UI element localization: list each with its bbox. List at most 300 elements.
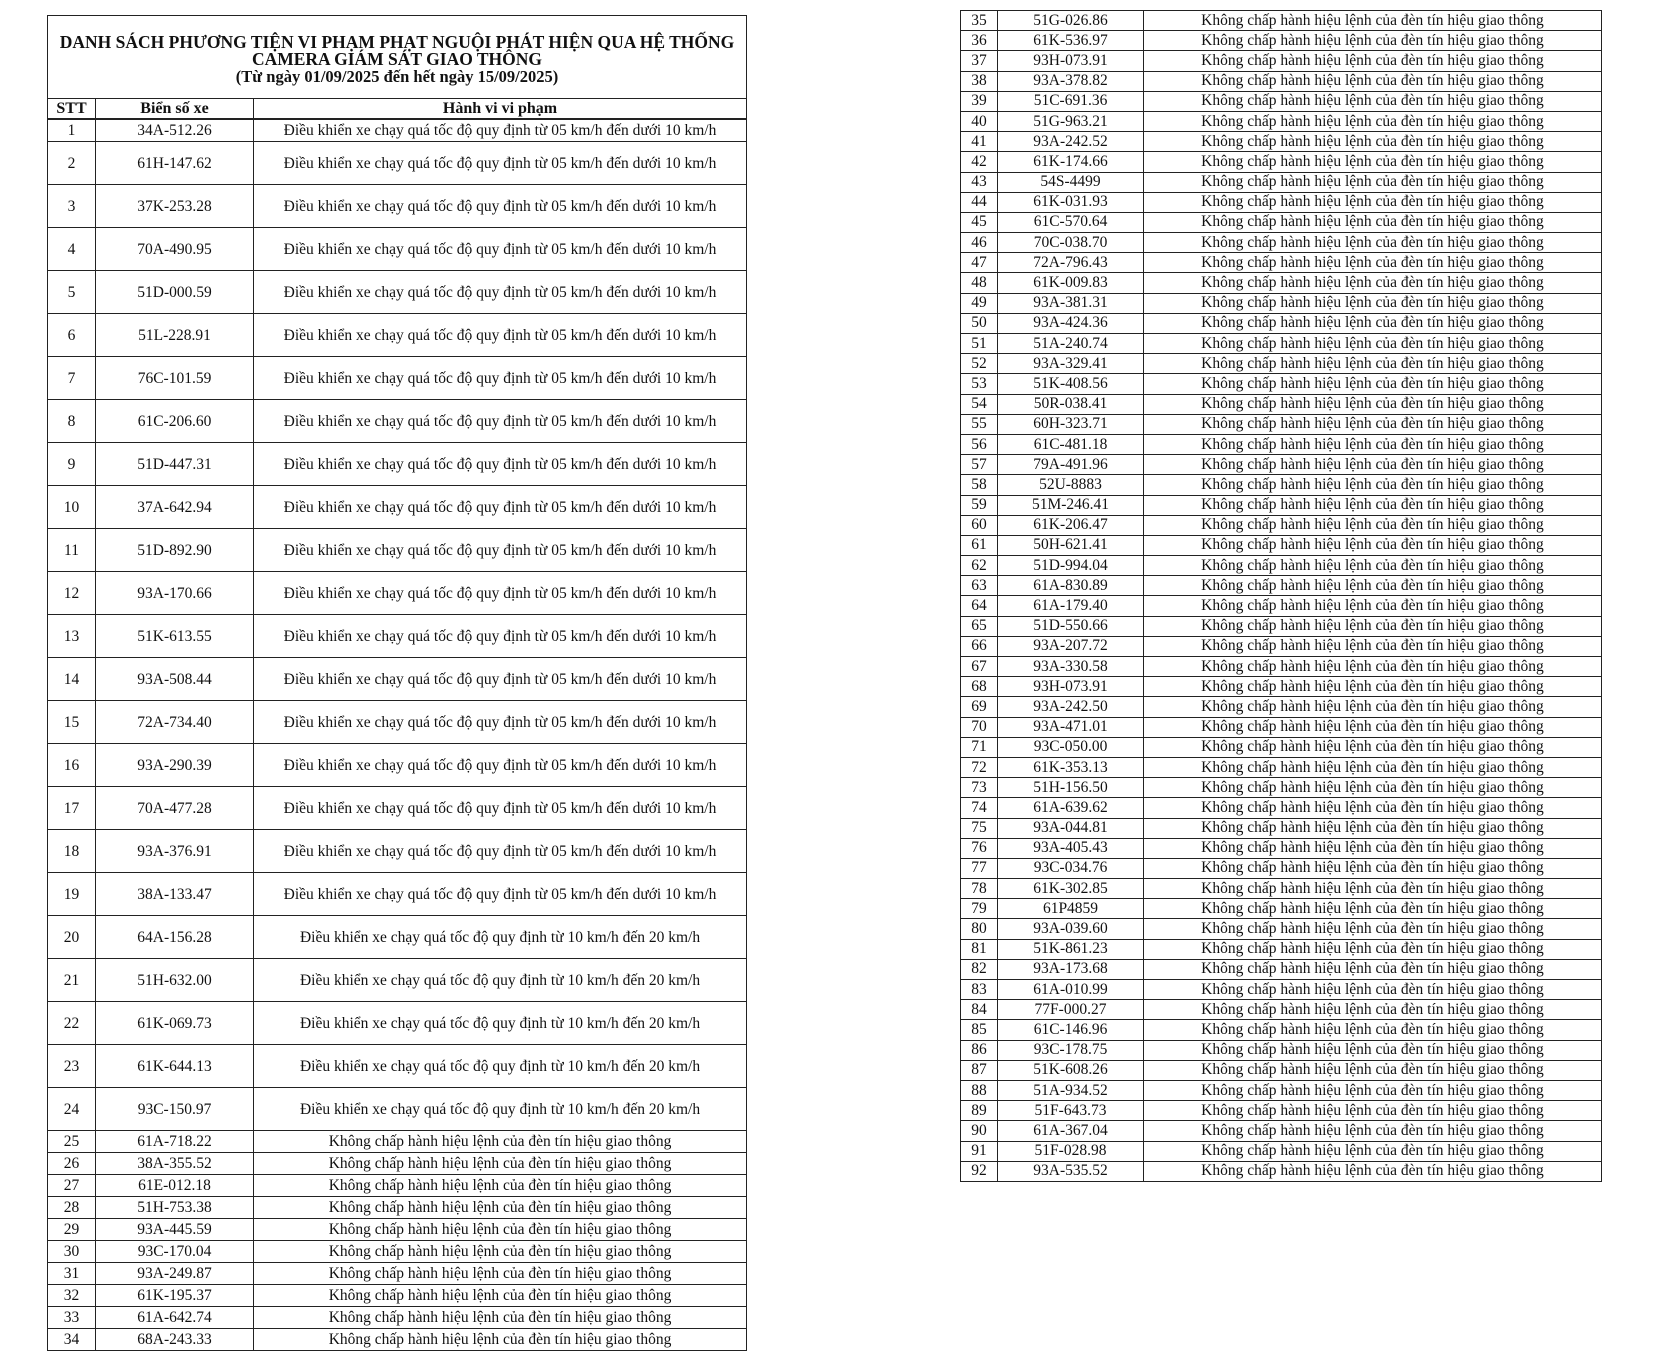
- row-stt: 57: [961, 455, 998, 475]
- row-stt: 34: [48, 1329, 96, 1351]
- row-violation: Điều khiển xe chạy quá tốc độ quy định từ 05 km/h đến dưới 10 km/h: [254, 873, 747, 916]
- table-row: [48, 1329, 747, 1351]
- row-plate: 68A-243.33: [96, 1329, 254, 1351]
- table-row: [961, 636, 1602, 656]
- row-plate: 93A-207.72: [998, 636, 1144, 656]
- row-violation: Không chấp hành hiệu lệnh của đèn tín hiệu giao thông: [1144, 717, 1602, 737]
- row-violation: Không chấp hành hiệu lệnh của đèn tín hiệu giao thông: [1144, 132, 1602, 152]
- row-plate: 61H-147.62: [96, 142, 254, 185]
- row-violation: Điều khiển xe chạy quá tốc độ quy định từ 05 km/h đến dưới 10 km/h: [254, 572, 747, 615]
- table-row: [48, 1285, 747, 1307]
- row-stt: 21: [48, 959, 96, 1002]
- table-row: [961, 1000, 1602, 1020]
- row-plate: 61A-179.40: [998, 596, 1144, 616]
- row-stt: 32: [48, 1285, 96, 1307]
- row-plate: 51D-447.31: [96, 443, 254, 486]
- row-violation: Không chấp hành hiệu lệnh của đèn tín hiệu giao thông: [1144, 636, 1602, 656]
- row-plate: 93A-329.41: [998, 354, 1144, 374]
- table-row: [48, 271, 747, 314]
- row-violation: Không chấp hành hiệu lệnh của đèn tín hiệu giao thông: [254, 1307, 747, 1329]
- table-row: [48, 1197, 747, 1219]
- row-stt: 4: [48, 228, 96, 271]
- row-violation: Không chấp hành hiệu lệnh của đèn tín hiệu giao thông: [1144, 91, 1602, 111]
- row-violation: Không chấp hành hiệu lệnh của đèn tín hiệu giao thông: [1144, 212, 1602, 232]
- table-row: [48, 744, 747, 787]
- row-violation: Không chấp hành hiệu lệnh của đèn tín hiệu giao thông: [1144, 757, 1602, 777]
- table-row: [48, 119, 747, 142]
- row-violation: Không chấp hành hiệu lệnh của đèn tín hiệu giao thông: [1144, 616, 1602, 636]
- table-row: [961, 1060, 1602, 1080]
- row-violation: Không chấp hành hiệu lệnh của đèn tín hiệu giao thông: [1144, 313, 1602, 333]
- row-stt: 51: [961, 334, 998, 354]
- row-violation: Không chấp hành hiệu lệnh của đèn tín hiệu giao thông: [1144, 293, 1602, 313]
- row-stt: 29: [48, 1219, 96, 1241]
- row-stt: 49: [961, 293, 998, 313]
- row-plate: 51F-028.98: [998, 1141, 1144, 1161]
- row-plate: 54S-4499: [998, 172, 1144, 192]
- row-plate: 61P4859: [998, 899, 1144, 919]
- row-stt: 61: [961, 535, 998, 555]
- table-row: [48, 228, 747, 271]
- row-stt: 39: [961, 91, 998, 111]
- row-plate: 70C-038.70: [998, 233, 1144, 253]
- row-plate: 72A-796.43: [998, 253, 1144, 273]
- row-violation: Không chấp hành hiệu lệnh của đèn tín hiệu giao thông: [1144, 1121, 1602, 1141]
- row-violation: Không chấp hành hiệu lệnh của đèn tín hiệu giao thông: [1144, 858, 1602, 878]
- row-stt: 87: [961, 1060, 998, 1080]
- row-stt: 64: [961, 596, 998, 616]
- table-row: [961, 818, 1602, 838]
- row-stt: 35: [961, 11, 998, 31]
- table-row: [961, 1040, 1602, 1060]
- row-plate: 61K-302.85: [998, 879, 1144, 899]
- row-violation: Không chấp hành hiệu lệnh của đèn tín hiệu giao thông: [254, 1197, 747, 1219]
- table-row: [48, 1263, 747, 1285]
- row-violation: Không chấp hành hiệu lệnh của đèn tín hiệu giao thông: [1144, 1020, 1602, 1040]
- row-stt: 13: [48, 615, 96, 658]
- row-stt: 74: [961, 798, 998, 818]
- row-stt: 89: [961, 1101, 998, 1121]
- row-violation: Điều khiển xe chạy quá tốc độ quy định từ 05 km/h đến dưới 10 km/h: [254, 119, 747, 142]
- table-row: [961, 757, 1602, 777]
- row-stt: 16: [48, 744, 96, 787]
- row-violation: Điều khiển xe chạy quá tốc độ quy định từ 10 km/h đến 20 km/h: [254, 1088, 747, 1131]
- table-row: [961, 495, 1602, 515]
- row-plate: 93A-242.52: [998, 132, 1144, 152]
- row-violation: Điều khiển xe chạy quá tốc độ quy định từ 05 km/h đến dưới 10 km/h: [254, 744, 747, 787]
- row-stt: 5: [48, 271, 96, 314]
- row-plate: 61K-195.37: [96, 1285, 254, 1307]
- row-violation: Không chấp hành hiệu lệnh của đèn tín hiệu giao thông: [1144, 535, 1602, 555]
- row-plate: 93A-173.68: [998, 959, 1144, 979]
- row-violation: Không chấp hành hiệu lệnh của đèn tín hiệu giao thông: [1144, 434, 1602, 454]
- row-violation: Không chấp hành hiệu lệnh của đèn tín hiệu giao thông: [1144, 414, 1602, 434]
- row-violation: Không chấp hành hiệu lệnh của đèn tín hiệu giao thông: [1144, 1141, 1602, 1161]
- row-violation: Không chấp hành hiệu lệnh của đèn tín hiệu giao thông: [1144, 334, 1602, 354]
- row-plate: 51K-613.55: [96, 615, 254, 658]
- row-stt: 80: [961, 919, 998, 939]
- row-plate: 37A-642.94: [96, 486, 254, 529]
- table-row: [961, 31, 1602, 51]
- header-stt: STT: [48, 99, 96, 120]
- row-violation: Không chấp hành hiệu lệnh của đèn tín hiệu giao thông: [1144, 374, 1602, 394]
- table-row: [961, 899, 1602, 919]
- table-row: [961, 677, 1602, 697]
- row-stt: 36: [961, 31, 998, 51]
- row-stt: 77: [961, 858, 998, 878]
- row-plate: 93A-508.44: [96, 658, 254, 701]
- row-plate: 61C-481.18: [998, 434, 1144, 454]
- table-row: [961, 798, 1602, 818]
- table-row: [961, 91, 1602, 111]
- header-violation: Hành vi vi phạm: [254, 99, 747, 120]
- row-stt: 88: [961, 1080, 998, 1100]
- row-plate: 60H-323.71: [998, 414, 1144, 434]
- row-stt: 43: [961, 172, 998, 192]
- table-row: [48, 873, 747, 916]
- row-violation: Không chấp hành hiệu lệnh của đèn tín hiệu giao thông: [1144, 1000, 1602, 1020]
- table-row: [961, 394, 1602, 414]
- row-violation: Không chấp hành hiệu lệnh của đèn tín hiệu giao thông: [1144, 495, 1602, 515]
- row-violation: Không chấp hành hiệu lệnh của đèn tín hiệu giao thông: [1144, 798, 1602, 818]
- table-row: [961, 11, 1602, 31]
- row-stt: 2: [48, 142, 96, 185]
- row-plate: 61K-174.66: [998, 152, 1144, 172]
- row-violation: Không chấp hành hiệu lệnh của đèn tín hiệu giao thông: [1144, 677, 1602, 697]
- row-plate: 79A-491.96: [998, 455, 1144, 475]
- table-row: [961, 515, 1602, 535]
- row-stt: 58: [961, 475, 998, 495]
- row-plate: 93A-290.39: [96, 744, 254, 787]
- row-stt: 3: [48, 185, 96, 228]
- row-stt: 63: [961, 576, 998, 596]
- row-stt: 79: [961, 899, 998, 919]
- row-violation: Không chấp hành hiệu lệnh của đèn tín hiệu giao thông: [1144, 172, 1602, 192]
- row-violation: Không chấp hành hiệu lệnh của đèn tín hiệu giao thông: [1144, 152, 1602, 172]
- table-row: [48, 1153, 747, 1175]
- row-plate: 70A-490.95: [96, 228, 254, 271]
- table-row: [961, 354, 1602, 374]
- row-violation: Không chấp hành hiệu lệnh của đèn tín hiệu giao thông: [1144, 1060, 1602, 1080]
- row-violation: Điều khiển xe chạy quá tốc độ quy định từ 05 km/h đến dưới 10 km/h: [254, 314, 747, 357]
- table-row: [961, 737, 1602, 757]
- table-row: [961, 1141, 1602, 1161]
- row-plate: 51M-246.41: [998, 495, 1144, 515]
- row-violation: Không chấp hành hiệu lệnh của đèn tín hiệu giao thông: [1144, 475, 1602, 495]
- row-plate: 61K-009.83: [998, 273, 1144, 293]
- table-row: [48, 486, 747, 529]
- row-stt: 20: [48, 916, 96, 959]
- row-plate: 61C-146.96: [998, 1020, 1144, 1040]
- table-row: [48, 615, 747, 658]
- table-row: [961, 657, 1602, 677]
- row-stt: 17: [48, 787, 96, 830]
- table-row: [961, 576, 1602, 596]
- row-stt: 48: [961, 273, 998, 293]
- row-stt: 12: [48, 572, 96, 615]
- table-row: [48, 1088, 747, 1131]
- row-plate: 93A-471.01: [998, 717, 1144, 737]
- row-plate: 61K-644.13: [96, 1045, 254, 1088]
- table-row: [961, 1020, 1602, 1040]
- row-stt: 52: [961, 354, 998, 374]
- table-row: [961, 535, 1602, 555]
- table-row: [961, 939, 1602, 959]
- row-violation: Không chấp hành hiệu lệnh của đèn tín hiệu giao thông: [1144, 556, 1602, 576]
- row-stt: 9: [48, 443, 96, 486]
- row-stt: 46: [961, 233, 998, 253]
- row-violation: Không chấp hành hiệu lệnh của đèn tín hiệu giao thông: [1144, 515, 1602, 535]
- row-stt: 83: [961, 980, 998, 1000]
- row-plate: 93A-445.59: [96, 1219, 254, 1241]
- row-stt: 27: [48, 1175, 96, 1197]
- table-row: [961, 475, 1602, 495]
- row-stt: 91: [961, 1141, 998, 1161]
- row-plate: 38A-355.52: [96, 1153, 254, 1175]
- table-row: [961, 1121, 1602, 1141]
- row-plate: 51H-753.38: [96, 1197, 254, 1219]
- table-row: [48, 572, 747, 615]
- row-plate: 61C-206.60: [96, 400, 254, 443]
- row-stt: 25: [48, 1131, 96, 1153]
- row-stt: 31: [48, 1263, 96, 1285]
- row-violation: Không chấp hành hiệu lệnh của đèn tín hiệu giao thông: [1144, 455, 1602, 475]
- row-violation: Không chấp hành hiệu lệnh của đèn tín hiệu giao thông: [1144, 1101, 1602, 1121]
- row-stt: 11: [48, 529, 96, 572]
- row-plate: 77F-000.27: [998, 1000, 1144, 1020]
- row-stt: 28: [48, 1197, 96, 1219]
- table-row: [961, 455, 1602, 475]
- row-stt: 33: [48, 1307, 96, 1329]
- row-stt: 10: [48, 486, 96, 529]
- row-stt: 65: [961, 616, 998, 636]
- row-plate: 51D-994.04: [998, 556, 1144, 576]
- row-violation: Không chấp hành hiệu lệnh của đèn tín hiệu giao thông: [254, 1131, 747, 1153]
- row-plate: 51A-240.74: [998, 334, 1144, 354]
- row-violation: Điều khiển xe chạy quá tốc độ quy định từ 05 km/h đến dưới 10 km/h: [254, 443, 747, 486]
- row-plate: 61A-830.89: [998, 576, 1144, 596]
- row-stt: 62: [961, 556, 998, 576]
- row-plate: 51K-608.26: [998, 1060, 1144, 1080]
- row-violation: Không chấp hành hiệu lệnh của đèn tín hiệu giao thông: [1144, 1040, 1602, 1060]
- row-plate: 93C-178.75: [998, 1040, 1144, 1060]
- row-plate: 93A-170.66: [96, 572, 254, 615]
- row-violation: Không chấp hành hiệu lệnh của đèn tín hiệu giao thông: [254, 1175, 747, 1197]
- document-period: (Từ ngày 01/09/2025 đến hết ngày 15/09/2025): [235, 66, 559, 86]
- row-plate: 51K-408.56: [998, 374, 1144, 394]
- row-violation: Không chấp hành hiệu lệnh của đèn tín hiệu giao thông: [1144, 354, 1602, 374]
- table-row: [961, 414, 1602, 434]
- row-stt: 14: [48, 658, 96, 701]
- row-violation: Điều khiển xe chạy quá tốc độ quy định từ 05 km/h đến dưới 10 km/h: [254, 400, 747, 443]
- row-stt: 71: [961, 737, 998, 757]
- row-plate: 51G-963.21: [998, 111, 1144, 131]
- row-plate: 61C-570.64: [998, 212, 1144, 232]
- row-plate: 93H-073.91: [998, 677, 1144, 697]
- row-stt: 67: [961, 657, 998, 677]
- row-plate: 50H-621.41: [998, 535, 1144, 555]
- row-plate: 51A-934.52: [998, 1080, 1144, 1100]
- header-plate: Biển số xe: [96, 99, 254, 120]
- row-stt: 50: [961, 313, 998, 333]
- table-row: [48, 1219, 747, 1241]
- row-stt: 45: [961, 212, 998, 232]
- row-plate: 93A-378.82: [998, 71, 1144, 91]
- row-stt: 37: [961, 51, 998, 71]
- row-plate: 61K-536.97: [998, 31, 1144, 51]
- row-violation: Không chấp hành hiệu lệnh của đèn tín hiệu giao thông: [254, 1263, 747, 1285]
- table-row: [961, 1161, 1602, 1181]
- row-violation: Điều khiển xe chạy quá tốc độ quy định từ 10 km/h đến 20 km/h: [254, 959, 747, 1002]
- row-stt: 42: [961, 152, 998, 172]
- row-stt: 75: [961, 818, 998, 838]
- row-violation: Điều khiển xe chạy quá tốc độ quy định từ 05 km/h đến dưới 10 km/h: [254, 271, 747, 314]
- row-plate: 72A-734.40: [96, 701, 254, 744]
- row-violation: Không chấp hành hiệu lệnh của đèn tín hiệu giao thông: [254, 1285, 747, 1307]
- row-violation: Điều khiển xe chạy quá tốc độ quy định từ 05 km/h đến dưới 10 km/h: [254, 615, 747, 658]
- table-row: [961, 212, 1602, 232]
- row-plate: 34A-512.26: [96, 119, 254, 142]
- row-plate: 93A-381.31: [998, 293, 1144, 313]
- row-plate: 93A-405.43: [998, 838, 1144, 858]
- row-violation: Không chấp hành hiệu lệnh của đèn tín hiệu giao thông: [1144, 697, 1602, 717]
- row-violation: Không chấp hành hiệu lệnh của đèn tín hiệu giao thông: [1144, 980, 1602, 1000]
- row-violation: Không chấp hành hiệu lệnh của đèn tín hiệu giao thông: [1144, 818, 1602, 838]
- row-stt: 19: [48, 873, 96, 916]
- row-stt: 30: [48, 1241, 96, 1263]
- row-plate: 61A-639.62: [998, 798, 1144, 818]
- row-plate: 51H-632.00: [96, 959, 254, 1002]
- row-violation: Không chấp hành hiệu lệnh của đèn tín hiệu giao thông: [1144, 192, 1602, 212]
- row-stt: 92: [961, 1161, 998, 1181]
- table-row: [48, 1045, 747, 1088]
- row-violation: Điều khiển xe chạy quá tốc độ quy định từ 10 km/h đến 20 km/h: [254, 1002, 747, 1045]
- row-violation: Điều khiển xe chạy quá tốc độ quy định từ 05 km/h đến dưới 10 km/h: [254, 357, 747, 400]
- table-row: [48, 185, 747, 228]
- table-row: [961, 192, 1602, 212]
- row-plate: 93A-242.50: [998, 697, 1144, 717]
- table-row: [961, 152, 1602, 172]
- row-stt: 1: [48, 119, 96, 142]
- table-row: [961, 71, 1602, 91]
- row-stt: 66: [961, 636, 998, 656]
- row-violation: Điều khiển xe chạy quá tốc độ quy định từ 10 km/h đến 20 km/h: [254, 916, 747, 959]
- row-stt: 38: [961, 71, 998, 91]
- row-violation: Không chấp hành hiệu lệnh của đèn tín hiệu giao thông: [1144, 253, 1602, 273]
- row-plate: 51D-000.59: [96, 271, 254, 314]
- row-violation: Điều khiển xe chạy quá tốc độ quy định từ 05 km/h đến dưới 10 km/h: [254, 185, 747, 228]
- table-row: [961, 858, 1602, 878]
- row-violation: Điều khiển xe chạy quá tốc độ quy định từ 05 km/h đến dưới 10 km/h: [254, 787, 747, 830]
- row-violation: Điều khiển xe chạy quá tốc độ quy định từ 05 km/h đến dưới 10 km/h: [254, 701, 747, 744]
- table-row: [961, 778, 1602, 798]
- row-stt: 81: [961, 939, 998, 959]
- table-row: [961, 334, 1602, 354]
- table-row: [961, 111, 1602, 131]
- row-stt: 55: [961, 414, 998, 434]
- row-violation: Không chấp hành hiệu lệnh của đèn tín hiệu giao thông: [1144, 959, 1602, 979]
- row-violation: Không chấp hành hiệu lệnh của đèn tín hiệu giao thông: [1144, 838, 1602, 858]
- row-plate: 51L-228.91: [96, 314, 254, 357]
- table-row: [961, 838, 1602, 858]
- row-plate: 76C-101.59: [96, 357, 254, 400]
- row-violation: Không chấp hành hiệu lệnh của đèn tín hiệu giao thông: [254, 1153, 747, 1175]
- row-stt: 15: [48, 701, 96, 744]
- row-violation: Không chấp hành hiệu lệnh của đèn tín hiệu giao thông: [1144, 394, 1602, 414]
- row-plate: 61K-031.93: [998, 192, 1144, 212]
- row-violation: Không chấp hành hiệu lệnh của đèn tín hiệu giao thông: [1144, 273, 1602, 293]
- document-title-block: [48, 16, 747, 99]
- row-stt: 18: [48, 830, 96, 873]
- row-stt: 78: [961, 879, 998, 899]
- row-stt: 24: [48, 1088, 96, 1131]
- table-row: [961, 616, 1602, 636]
- table-row: [48, 529, 747, 572]
- row-plate: 37K-253.28: [96, 185, 254, 228]
- row-stt: 76: [961, 838, 998, 858]
- table-row: [961, 596, 1602, 616]
- row-stt: 86: [961, 1040, 998, 1060]
- row-plate: 93A-376.91: [96, 830, 254, 873]
- row-plate: 51D-892.90: [96, 529, 254, 572]
- table-row: [48, 1307, 747, 1329]
- row-stt: 22: [48, 1002, 96, 1045]
- row-plate: 93C-050.00: [998, 737, 1144, 757]
- row-plate: 61K-353.13: [998, 757, 1144, 777]
- table-row: [961, 273, 1602, 293]
- table-row: [48, 916, 747, 959]
- row-plate: 93A-424.36: [998, 313, 1144, 333]
- row-plate: 61A-010.99: [998, 980, 1144, 1000]
- row-plate: 51C-691.36: [998, 91, 1144, 111]
- row-violation: Không chấp hành hiệu lệnh của đèn tín hiệu giao thông: [1144, 879, 1602, 899]
- row-violation: Điều khiển xe chạy quá tốc độ quy định từ 05 km/h đến dưới 10 km/h: [254, 228, 747, 271]
- row-stt: 72: [961, 757, 998, 777]
- table-row: [961, 980, 1602, 1000]
- row-plate: 38A-133.47: [96, 873, 254, 916]
- row-stt: 60: [961, 515, 998, 535]
- table-row: [48, 830, 747, 873]
- row-stt: 6: [48, 314, 96, 357]
- table-row: [961, 959, 1602, 979]
- table-row: [48, 1175, 747, 1197]
- row-stt: 40: [961, 111, 998, 131]
- row-plate: 93C-034.76: [998, 858, 1144, 878]
- row-plate: 93C-170.04: [96, 1241, 254, 1263]
- row-violation: Điều khiển xe chạy quá tốc độ quy định từ 05 km/h đến dưới 10 km/h: [254, 142, 747, 185]
- table-row: [48, 701, 747, 744]
- table-row: [961, 172, 1602, 192]
- row-stt: 90: [961, 1121, 998, 1141]
- row-violation: Điều khiển xe chạy quá tốc độ quy định từ 05 km/h đến dưới 10 km/h: [254, 830, 747, 873]
- row-plate: 93A-044.81: [998, 818, 1144, 838]
- table-row: [48, 1241, 747, 1263]
- row-violation: Không chấp hành hiệu lệnh của đèn tín hiệu giao thông: [1144, 71, 1602, 91]
- table-row: [48, 787, 747, 830]
- table-row: [961, 132, 1602, 152]
- row-plate: 61E-012.18: [96, 1175, 254, 1197]
- table-row: [48, 314, 747, 357]
- row-stt: 56: [961, 434, 998, 454]
- row-violation: Không chấp hành hiệu lệnh của đèn tín hiệu giao thông: [1144, 596, 1602, 616]
- row-violation: Không chấp hành hiệu lệnh của đèn tín hiệu giao thông: [1144, 899, 1602, 919]
- row-stt: 68: [961, 677, 998, 697]
- row-violation: Điều khiển xe chạy quá tốc độ quy định từ 05 km/h đến dưới 10 km/h: [254, 486, 747, 529]
- row-violation: Không chấp hành hiệu lệnh của đèn tín hiệu giao thông: [1144, 1080, 1602, 1100]
- row-plate: 61A-367.04: [998, 1121, 1144, 1141]
- row-stt: 53: [961, 374, 998, 394]
- row-stt: 26: [48, 1153, 96, 1175]
